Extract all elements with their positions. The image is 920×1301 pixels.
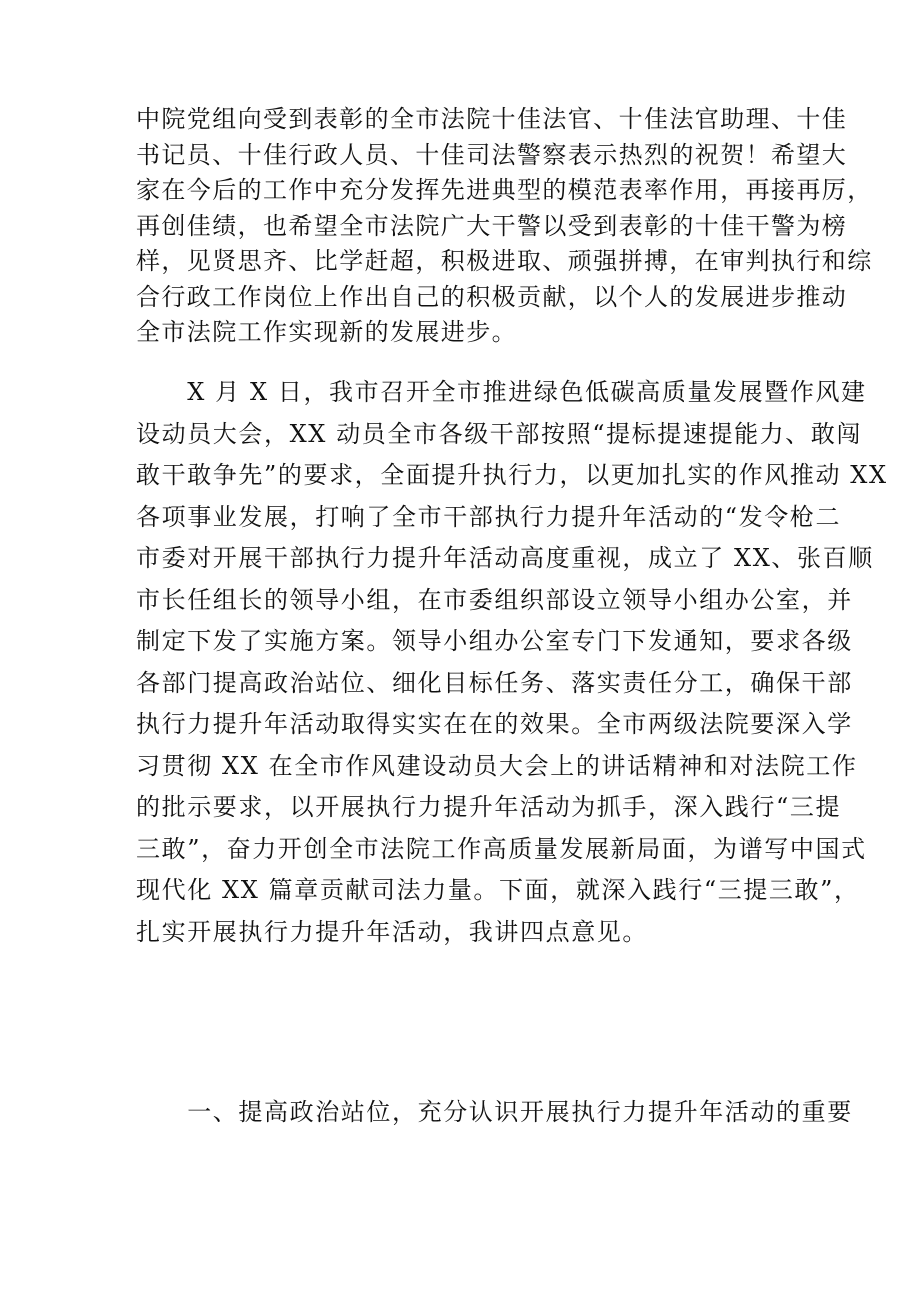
text-line: 家在今后的工作中充分发挥先进典型的模范表率作用，再接再厉， — [136, 176, 873, 204]
text-line: 样，见贤思齐、比学赶超，积极进取、顽强拼搏，在审判执行和综 — [136, 247, 873, 275]
text-line: 敢干敢争先”的要求，全面提升执行力，以更加扎实的作风推动 XX — [136, 461, 888, 489]
paragraph-congratulations — [136, 102, 873, 351]
text-line: 各部门提高政治站位、细化目标任务、落实责任分工，确保干部 — [136, 668, 853, 697]
text-line: 制定下发了实施方案。领导小组办公室专门下发通知，要求各级 — [136, 627, 853, 655]
text-line: 执行力提升年活动取得实实在在的效果。全市两级法院要深入学 — [136, 710, 853, 738]
section-heading — [136, 1092, 853, 1134]
text-line: 市委对开展干部执行力提升年活动高度重视，成立了 XX、张百顺 — [136, 544, 874, 572]
text-line: 合行政工作岗位上作出自己的积极贡献，以个人的发展进步推动 — [136, 282, 848, 311]
text-line: 的批示要求，以开展执行力提升年活动为抓手，深入践行“三提 — [136, 793, 842, 821]
text-line: 市长任组长的领导小组，在市委组织部设立领导小组办公室，并 — [136, 585, 853, 614]
text-line: 中院党组向受到表彰的全市法院十佳法官、十佳法官助理、十佳 — [136, 105, 848, 133]
text-line: 习贯彻 XX 在全市作风建设动员大会上的讲话精神和对法院工作 — [136, 751, 858, 780]
text-line: 全市法院工作实现新的发展进步。 — [136, 318, 517, 346]
text-line: 现代化 XX 篇章贡献司法力量。下面，就深入践行“三提三敢”， — [136, 876, 860, 904]
text-line: 三敢”，奋力开创全市法院工作高质量发展新局面，为谱写中国式 — [136, 834, 867, 863]
heading-line: 一、提高政治站位，充分认识开展执行力提升年活动的重要 — [136, 1098, 853, 1126]
text-line: 各项事业发展，打响了全市干部执行力提升年活动的“发令枪二 — [136, 502, 842, 531]
text-line: X 月 X 日，我市召开全市推进绿色低碳高质量发展暨作风建 — [136, 378, 867, 406]
text-line: 设动员大会，XX 动员全市各级干部按照“提标提速提能力、敢闯 — [136, 419, 863, 448]
text-line: 扎实开展执行力提升年活动，我讲四点意见。 — [136, 917, 648, 946]
paragraph-mobilization-meeting — [136, 372, 888, 953]
text-line: 书记员、十佳行政人员、十佳司法警察表示热烈的祝贺！希望大 — [136, 140, 848, 169]
text-line: 再创佳绩，也希望全市法院广大干警以受到表彰的十佳干警为榜 — [136, 211, 848, 240]
